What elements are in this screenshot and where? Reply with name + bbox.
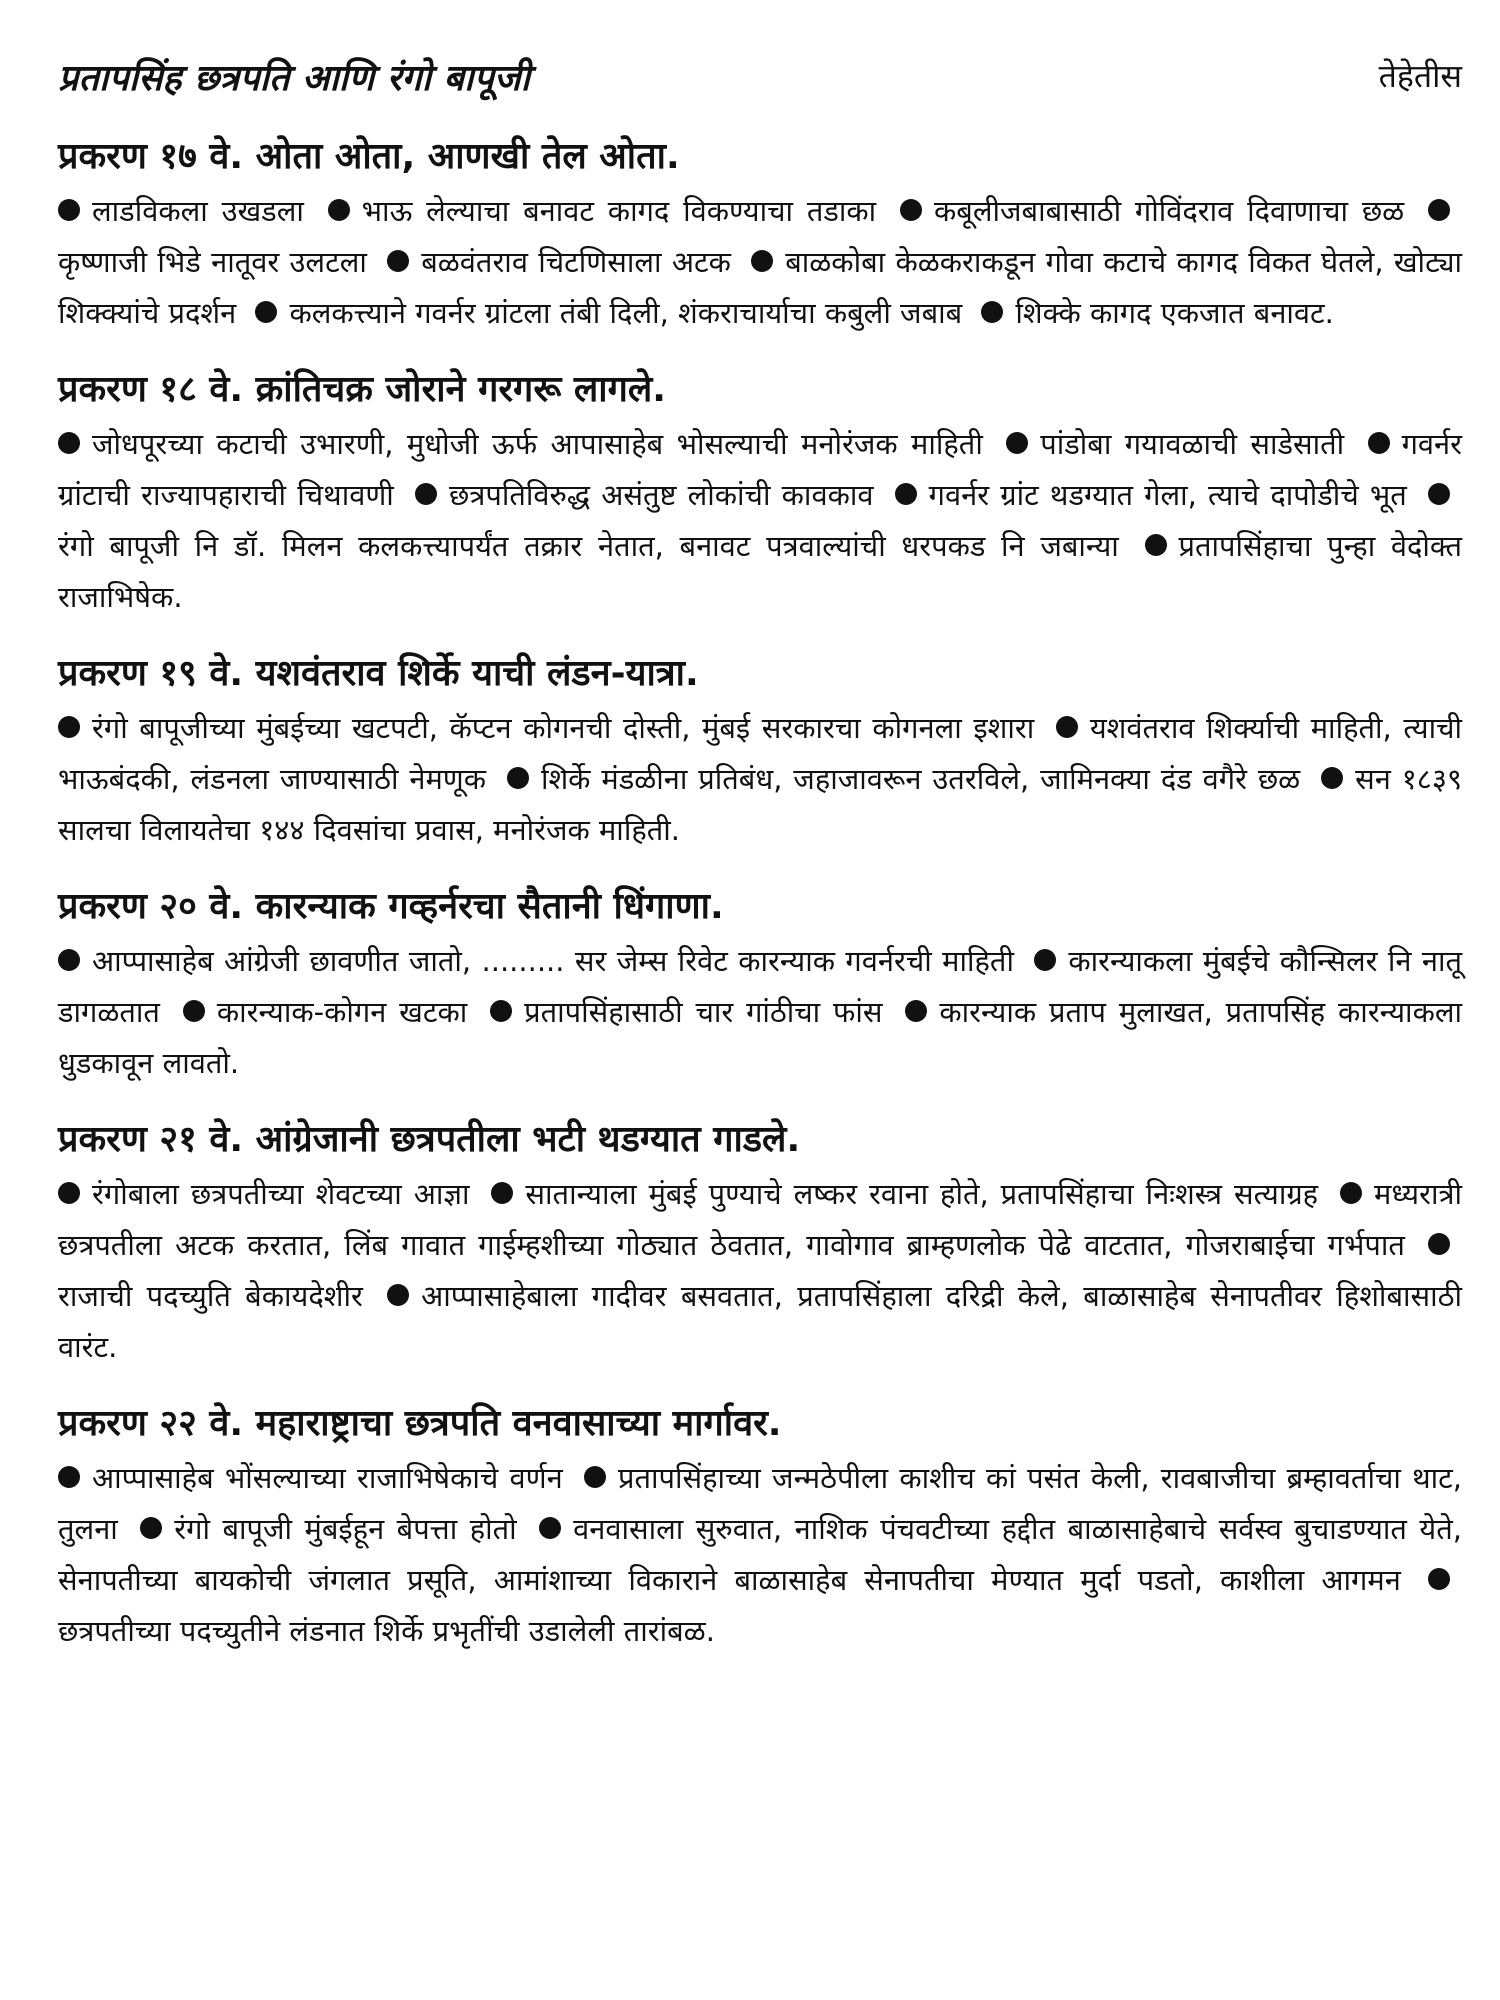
topic-item — [971, 296, 1333, 330]
bullet-icon — [584, 1466, 606, 1488]
topic-text: सातान्याला मुंबई पुण्याचे लष्कर रवाना होते, प्रतापसिंहाचा निःशस्त्र सत्याग्रह — [525, 1177, 1319, 1211]
bullet-icon — [255, 301, 277, 323]
topic-text: कृष्णाजी भिडे नातूवर उलटला — [58, 245, 367, 279]
chapter-summary — [58, 1453, 1462, 1657]
bullet-icon — [751, 250, 773, 272]
topic-item — [58, 427, 983, 461]
bullet-icon — [1428, 1568, 1450, 1590]
bullet-icon — [507, 767, 529, 789]
topic-text: प्रतापसिंहासाठी चार गांठीचा फांस — [524, 995, 883, 1029]
topic-text: आप्पासाहेब आंग्रेजी छावणीत जातो, ......... सर जेम्स रिवेट कारन्याक गवर्नरची माहिती — [92, 944, 1014, 978]
topic-text: वनवासाला सुरुवात, नाशिक पंचवटीच्या हद्दीत बाळासाहेबाचे सर्वस्व बुचाडण्यात येते, सेनापतीच्या बायकोची जंगलात प्रसूति, आमांशाच्या विकाराने बाळासाहेब सेनापतीचा मेण्यात मुर्दा पडतो, काशीला आगमन — [58, 1512, 1462, 1597]
topic-text: गवर्नर ग्रांटाची राज्यापहाराची चिथावणी — [58, 427, 1463, 512]
chapter-heading: प्रकरण १९ वे. यशवंतराव शिर्के याची लंडन-यात्रा. — [58, 653, 699, 694]
topic-text: जोधपूरच्या कटाची उभारणी, मुधोजी ऊर्फ आपासाहेब भोसल्याची मनोरंजक माहिती — [92, 427, 983, 461]
topic-text: बाळकोबा केळकराकडून गोवा कटाचे कागद विकत घेतले, खोट्या शिक्क्यांचे प्रदर्शन — [58, 245, 1463, 330]
topic-item — [58, 1177, 469, 1211]
topic-text: पांडोबा गयावळाची साडेसाती — [1040, 427, 1345, 461]
topic-item — [377, 245, 731, 279]
topic-text: कारन्याक प्रताप मुलाखत, प्रतापसिंह कारन्याकला धुडकावून लावतो. — [58, 995, 1463, 1080]
bullet-icon — [1368, 432, 1390, 454]
page-number: तेहेतीस — [1378, 57, 1462, 95]
bullet-icon — [539, 1517, 561, 1539]
bullet-icon — [58, 1182, 80, 1204]
chapter-summary — [58, 703, 1462, 856]
topic-item — [885, 478, 1407, 512]
bullet-icon — [1145, 534, 1167, 556]
chapter-heading: प्रकरण २२ वे. महाराष्ट्राचा छत्रपति वनवासाच्या मार्गावर. — [58, 1403, 782, 1444]
topic-text: रंगो बापूजी नि डॉ. मिलन कलकत्त्यापर्यंत तक्रार नेतात, बनावट पत्रवाल्यांची धरपकड नि जबान्या — [58, 529, 1119, 563]
topic-text: रंगो बापूजी मुंबईहून बेपत्ता होतो — [174, 1512, 517, 1546]
chapter-summary — [58, 186, 1462, 339]
bullet-icon — [1340, 1182, 1362, 1204]
bullet-icon — [1428, 1233, 1450, 1255]
topic-text: शिक्के कागद एकजात बनावट. — [1015, 296, 1334, 330]
bullet-icon — [895, 483, 917, 505]
bullet-icon — [1006, 432, 1028, 454]
topic-item — [318, 194, 877, 228]
chapter-section — [58, 365, 1462, 623]
topic-text: आप्पासाहेबाला गादीवर बसवतात, प्रतापसिंहाला दरिद्री केले, बाळासाहेब सेनापतीवर हिशोबासाठी वारंट. — [58, 1279, 1462, 1364]
topic-item — [996, 427, 1344, 461]
topic-text: राजाची पदच्युति बेकायदेशीर — [58, 1279, 363, 1313]
chapter-heading: प्रकरण २० वे. कारन्याक गव्हर्नरचा सैतानी धिंगाणा. — [58, 886, 724, 927]
bullet-icon — [415, 483, 437, 505]
bullet-icon — [1034, 949, 1056, 971]
bullet-icon — [58, 716, 80, 738]
bullet-icon — [387, 1284, 409, 1306]
bullet-icon — [58, 949, 80, 971]
bullet-icon — [1428, 199, 1450, 221]
chapter-section — [58, 132, 1462, 339]
bullet-icon — [58, 432, 80, 454]
topic-text: कलकत्त्याने गवर्नर ग्रांटला तंबी दिली, शंकराचार्याचा कबुली जबाब — [289, 296, 963, 330]
bullet-icon — [905, 1000, 927, 1022]
bullet-icon — [490, 1000, 512, 1022]
chapter-heading: प्रकरण २१ वे. आंग्रेजानी छत्रपतीला भटी थडग्यात गाडले. — [58, 1119, 801, 1160]
topic-text: लाडविकला उखडला — [92, 194, 304, 228]
topic-item — [245, 296, 962, 330]
chapter-summary — [58, 936, 1462, 1089]
bullet-icon — [1321, 767, 1343, 789]
topic-item — [497, 762, 1300, 796]
running-header — [58, 52, 1462, 110]
chapter-section — [58, 649, 1462, 856]
bullet-icon — [58, 199, 80, 221]
bullet-icon — [981, 301, 1003, 323]
topic-text: गवर्नर ग्रांट थडग्यात गेला, त्याचे दापोडीचे भूत — [928, 478, 1407, 512]
chapter-heading: प्रकरण १७ वे. ओता ओता, आणखी तेल ओता. — [58, 136, 680, 177]
topic-text: प्रतापसिंहाच्या जन्मठेपीला काशीच कां पसंत केली, रावबाजीचा ब्रम्हावर्ताचा थाट, तुलना — [58, 1461, 1463, 1546]
bullet-icon — [1428, 483, 1450, 505]
bullet-icon — [58, 1466, 80, 1488]
topic-item — [405, 478, 873, 512]
topic-text: छत्रपतिविरुद्ध असंतुष्ट लोकांची कावकाव — [449, 478, 874, 512]
topic-text: यशवंतराव शिर्क्याची माहिती, त्याची भाऊबंदकी, लंडनला जाण्यासाठी नेमणूक — [58, 711, 1463, 796]
topic-text: कारन्याकला मुंबईचे कौन्सिलर नि नातू डागळतात — [58, 944, 1463, 1029]
chapter-section — [58, 1399, 1462, 1657]
topic-item — [890, 194, 1404, 228]
chapter-section — [58, 882, 1462, 1089]
chapter-heading: प्रकरण १८ वे. क्रांतिचक्र जोराने गरगरू लागले. — [58, 369, 666, 410]
topic-text: रंगोबाला छत्रपतीच्या शेवटच्या आज्ञा — [92, 1177, 470, 1211]
topic-item — [481, 1177, 1318, 1211]
bullet-icon — [1056, 716, 1078, 738]
chapter-list — [58, 132, 1462, 1657]
topic-text: छत्रपतीच्या पदच्युतीने लंडनात शिर्के प्रभृतींची उडालेली तारांबळ. — [58, 1614, 715, 1648]
topic-text: प्रतापसिंहाचा पुन्हा वेदोक्त राजाभिषेक. — [58, 529, 1462, 614]
topic-text: कारन्याक-कोगन खटका — [216, 995, 468, 1029]
topic-text: भाऊ लेल्याचा बनावट कागद विकण्याचा तडाका — [361, 194, 877, 228]
topic-item — [480, 995, 882, 1029]
book-page — [58, 52, 1462, 1683]
topic-text: शिर्के मंडळीना प्रतिबंध, जहाजावरून उतरविले, जामिनक्या दंड वगैरे छळ — [540, 762, 1301, 796]
chapter-summary — [58, 419, 1462, 623]
chapter-summary — [58, 1169, 1462, 1373]
topic-item — [58, 944, 1014, 978]
topic-item — [130, 1512, 516, 1546]
bullet-icon — [140, 1517, 162, 1539]
book-title: प्रतापसिंह छत्रपति आणि रंगो बापूजी — [58, 58, 530, 99]
chapter-section — [58, 1115, 1462, 1373]
topic-text: रंगो बापूजीच्या मुंबईच्या खटपटी, कॅप्टन कोगनची दोस्ती, मुंबई सरकारचा कोगनला इशारा — [92, 711, 1035, 745]
bullet-icon — [491, 1182, 513, 1204]
topic-text: बळवंतराव चिटणिसाला अटक — [421, 245, 731, 279]
topic-item — [173, 995, 467, 1029]
bullet-icon — [900, 199, 922, 221]
bullet-icon — [183, 1000, 205, 1022]
topic-item — [58, 711, 1034, 745]
topic-item — [58, 194, 304, 228]
bullet-icon — [328, 199, 350, 221]
topic-text: कबूलीजबाबासाठी गोविंदराव दिवाणाचा छळ — [933, 194, 1405, 228]
topic-text: मध्यरात्री छत्रपतीला अटक करतात, लिंब गावात गाईम्हशीच्या गोठ्यात ठेवतात, गावोगाव ब्राम्हणलोक पेढे वाटतात, गोजराबाईचा गर्भपात — [58, 1177, 1463, 1262]
topic-item — [58, 1461, 563, 1495]
topic-text: आप्पासाहेब भोंसल्याच्या राजाभिषेकाचे वर्णन — [92, 1461, 563, 1495]
bullet-icon — [387, 250, 409, 272]
topic-text: सन १८३९ सालचा विलायतेचा १४४ दिवसांचा प्रवास, मनोरंजक माहिती. — [58, 762, 1463, 847]
